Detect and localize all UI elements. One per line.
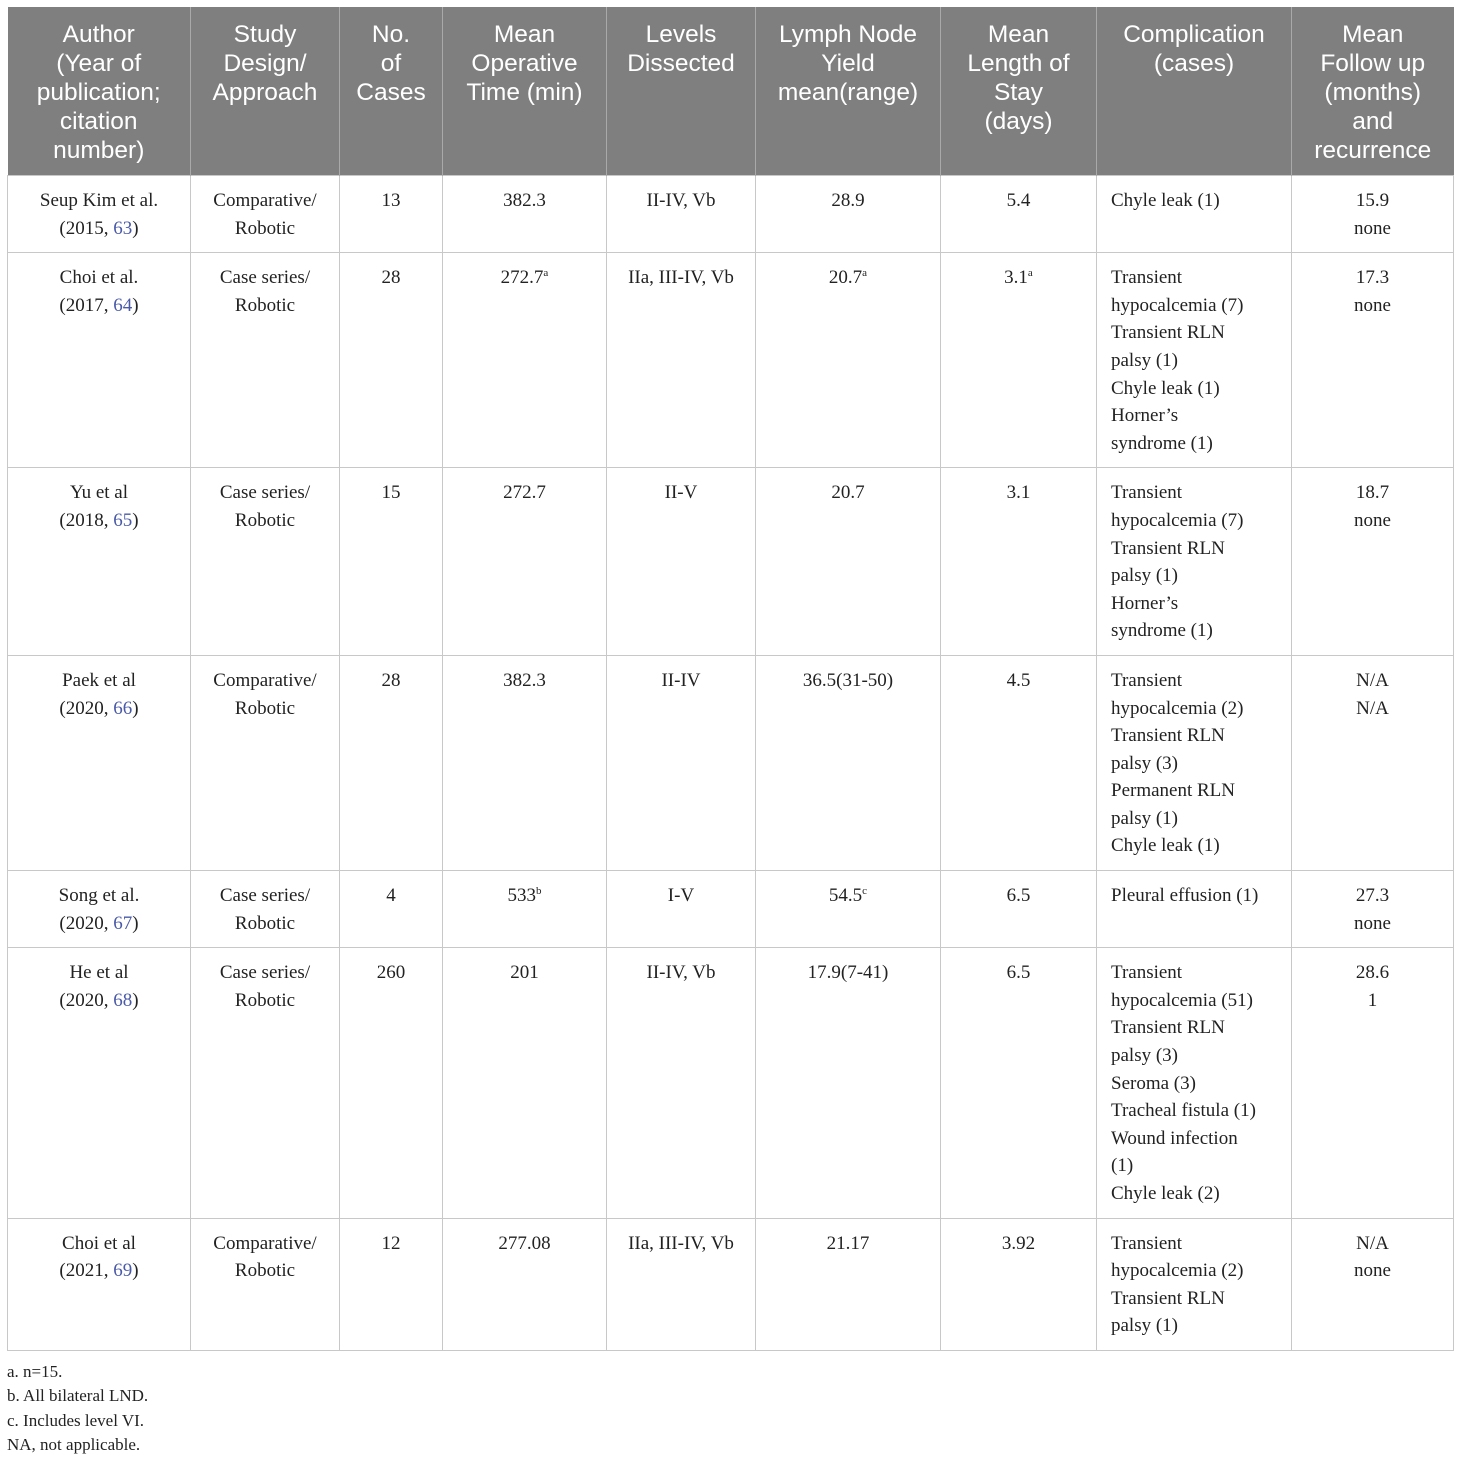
length-of-stay-value: 4.5 [1006, 669, 1031, 691]
levels-cell: II-IV, Vb [607, 176, 756, 253]
operative-time-value: 272.7 [503, 482, 546, 504]
author-cell [8, 948, 191, 1218]
length-of-stay-value: 6.5 [1006, 962, 1031, 984]
author-name: Paek et al [62, 669, 136, 691]
follow-up-cell [1292, 253, 1454, 468]
header-line: Stay [993, 79, 1044, 106]
complication-cell [1097, 948, 1292, 1218]
lymph-yield-value: 21.17 [826, 1232, 870, 1254]
lymph-yield-cell [756, 468, 941, 656]
complication-line: (1) [1111, 1155, 1134, 1177]
complication-line: syndrome (1) [1111, 620, 1213, 642]
complication-line: Transient [1111, 1232, 1183, 1254]
cases-cell: 28 [340, 655, 443, 870]
design-line: Case series/ [219, 267, 311, 289]
author-year: (2020, 67) [59, 912, 139, 934]
header-line: Follow up [1320, 50, 1426, 77]
design-line: Robotic [234, 1260, 296, 1282]
length-of-stay-value: 5.4 [1006, 190, 1031, 211]
design-line: Robotic [234, 989, 296, 1011]
design-cell [191, 871, 340, 948]
complication-line: Permanent RLN [1111, 780, 1236, 802]
operative-time-cell [443, 253, 607, 468]
table-row [8, 948, 1454, 1218]
operative-time-value: 382.3 [503, 669, 546, 691]
design-line: Robotic [234, 294, 296, 316]
complication-cell [1097, 253, 1292, 468]
complication-line: Seroma (3) [1111, 1072, 1196, 1094]
citation-link[interactable]: 66 [113, 697, 133, 719]
design-line: Robotic [234, 912, 296, 934]
author-year: (2018, 65) [59, 509, 139, 531]
header-line: Complication [1123, 21, 1265, 48]
follow-up-cell [1292, 948, 1454, 1218]
operative-time-value: 533 [507, 885, 536, 907]
follow-up-line: N/A [1356, 669, 1389, 691]
cases-cell: 4 [340, 871, 443, 948]
footnote-marker: a [1027, 267, 1033, 280]
lymph-yield-cell [756, 253, 941, 468]
follow-up-cell [1292, 468, 1454, 656]
citation-link[interactable]: 67 [113, 912, 133, 934]
footnote: b. All bilateral LND. [7, 1386, 149, 1406]
header-line: Lymph Node [778, 21, 917, 48]
operative-time-value: 201 [510, 962, 539, 984]
table-row [8, 871, 1454, 948]
cases-cell: 12 [340, 1218, 443, 1350]
header-line: Approach [212, 79, 318, 106]
author-cell [8, 176, 191, 253]
design-cell [191, 948, 340, 1218]
citation-link[interactable]: 63 [113, 217, 133, 239]
design-line: Comparative/ [213, 669, 317, 691]
design-line: Robotic [234, 697, 296, 719]
column-header-lymph-yield [756, 7, 941, 176]
operative-time-cell [443, 871, 607, 948]
lymph-yield-cell [756, 655, 941, 870]
complication-line: palsy (3) [1111, 1045, 1179, 1067]
complication-line: palsy (3) [1111, 752, 1179, 774]
complication-line: hypocalcemia (2) [1111, 697, 1244, 719]
follow-up-cell [1292, 1218, 1454, 1350]
levels-cell: IIa, III-IV, Vb [607, 253, 756, 468]
operative-time-value: 277.08 [498, 1232, 551, 1254]
header-line: Levels [645, 21, 717, 48]
author-cell [8, 871, 191, 948]
header-line: Time (min) [466, 79, 583, 106]
design-cell [191, 176, 340, 253]
header-line: (cases) [1153, 50, 1235, 77]
header-line: and [1352, 108, 1394, 135]
table-row [8, 655, 1454, 870]
header-line: publication; [36, 79, 161, 106]
author-name: Song et al. [58, 885, 140, 907]
complication-cell [1097, 1218, 1292, 1350]
operative-time-value: 382.3 [503, 190, 546, 211]
follow-up-line: 28.6 [1355, 962, 1390, 984]
header-line: mean(range) [777, 79, 919, 106]
header-line: Operative [471, 50, 578, 77]
complication-line: Pleural effusion (1) [1111, 885, 1259, 907]
follow-up-line: none [1354, 217, 1391, 239]
table-row [8, 1218, 1454, 1350]
citation-link[interactable]: 69 [113, 1260, 133, 1282]
header-line: (days) [984, 108, 1053, 135]
design-cell [191, 468, 340, 656]
author-name: Seup Kim et al. [39, 190, 159, 211]
complication-line: palsy (1) [1111, 565, 1179, 587]
footnotes [7, 1360, 1453, 1458]
complication-cell [1097, 468, 1292, 656]
footnote-marker: b [536, 885, 542, 898]
author-name: Choi et al [62, 1232, 136, 1254]
citation-link[interactable]: 65 [113, 509, 133, 531]
complication-line: Transient [1111, 267, 1183, 289]
header-line: Dissected [627, 50, 735, 77]
column-header-cases [340, 7, 443, 176]
operative-time-cell [443, 176, 607, 253]
header-line: (months) [1324, 79, 1422, 106]
length-of-stay-cell [941, 1218, 1097, 1350]
author-year: (2021, 69) [59, 1260, 139, 1282]
studies-table [7, 7, 1454, 1351]
author-name: Yu et al [69, 482, 129, 504]
footnote-marker: a [862, 267, 868, 280]
column-header-operative-time [443, 7, 607, 176]
footnote: c. Includes level VI. [7, 1410, 145, 1430]
author-year: (2015, 63) [59, 217, 139, 239]
design-cell [191, 1218, 340, 1350]
lymph-yield-value: 20.7 [828, 267, 863, 289]
follow-up-line: none [1354, 1260, 1391, 1282]
header-line: Study [233, 21, 297, 48]
follow-up-cell [1292, 871, 1454, 948]
complication-cell [1097, 871, 1292, 948]
complication-line: Transient RLN [1111, 1017, 1225, 1039]
author-cell [8, 1218, 191, 1350]
complication-line: hypocalcemia (2) [1111, 1260, 1244, 1282]
follow-up-line: 27.3 [1355, 885, 1390, 907]
operative-time-cell [443, 468, 607, 656]
follow-up-line: 1 [1367, 989, 1378, 1011]
complication-cell [1097, 176, 1292, 253]
author-cell [8, 253, 191, 468]
complication-line: palsy (1) [1111, 807, 1179, 829]
design-line: Case series/ [219, 885, 311, 907]
author-year: (2020, 66) [59, 697, 139, 719]
lymph-yield-value: 20.7 [831, 482, 865, 504]
complication-line: Horner’s [1111, 592, 1179, 614]
design-line: Robotic [234, 509, 296, 531]
lymph-yield-value: 36.5(31-50) [802, 669, 894, 691]
levels-cell: II-V [607, 468, 756, 656]
footnote-marker: c [862, 885, 868, 898]
design-line: Comparative/ [213, 190, 317, 211]
complication-line: palsy (1) [1111, 349, 1179, 371]
operative-time-value: 272.7 [500, 267, 544, 289]
column-header-author [8, 7, 191, 176]
operative-time-cell [443, 655, 607, 870]
design-cell [191, 253, 340, 468]
design-line: Case series/ [219, 962, 311, 984]
follow-up-line: N/A [1356, 697, 1389, 719]
author-year: (2020, 68) [59, 989, 139, 1011]
complication-line: Chyle leak (1) [1111, 190, 1220, 211]
column-header-follow-up [1292, 7, 1454, 176]
complication-line: Transient [1111, 669, 1183, 691]
table-figure [7, 7, 1453, 1458]
header-line: (Year of [56, 50, 142, 77]
table-row [8, 176, 1454, 253]
column-header-complication [1097, 7, 1292, 176]
complication-line: Tracheal fistula (1) [1111, 1100, 1256, 1122]
header-line: Length of [967, 50, 1070, 77]
header-line: recurrence [1314, 137, 1432, 164]
length-of-stay-cell [941, 948, 1097, 1218]
header-line: Yield [821, 50, 875, 77]
header-line: of [380, 50, 402, 77]
follow-up-line: none [1354, 912, 1391, 934]
table-body [8, 176, 1454, 1351]
follow-up-line: none [1354, 294, 1391, 316]
author-name: He et al [69, 962, 129, 984]
citation-link[interactable]: 64 [113, 294, 133, 316]
complication-line: Transient RLN [1111, 322, 1225, 344]
lymph-yield-value: 28.9 [831, 190, 865, 211]
author-name: Choi et al. [59, 267, 139, 289]
length-of-stay-cell [941, 253, 1097, 468]
length-of-stay-value: 3.92 [1001, 1232, 1036, 1254]
lymph-yield-cell [756, 1218, 941, 1350]
complication-line: syndrome (1) [1111, 432, 1213, 454]
complication-line: hypocalcemia (7) [1111, 509, 1244, 531]
author-year: (2017, 64) [59, 294, 139, 316]
header-line: Design/ [223, 50, 307, 77]
footnote: a. n=15. [7, 1361, 63, 1381]
complication-line: Transient RLN [1111, 537, 1225, 559]
length-of-stay-cell [941, 655, 1097, 870]
complication-line: hypocalcemia (51) [1111, 989, 1253, 1011]
complication-line: Horner’s [1111, 405, 1179, 427]
follow-up-line: 17.3 [1355, 267, 1390, 289]
length-of-stay-value: 6.5 [1006, 885, 1031, 907]
header-line: Author [62, 21, 135, 48]
table-row [8, 468, 1454, 656]
follow-up-line: 18.7 [1355, 482, 1390, 504]
length-of-stay-cell [941, 468, 1097, 656]
lymph-yield-cell [756, 176, 941, 253]
complication-line: Transient [1111, 962, 1183, 984]
header-line: number) [53, 137, 145, 164]
complication-line: Wound infection [1111, 1127, 1238, 1149]
cases-cell: 28 [340, 253, 443, 468]
column-header-levels [607, 7, 756, 176]
levels-cell: II-IV [607, 655, 756, 870]
header-line: Cases [356, 79, 426, 106]
design-line: Robotic [234, 217, 296, 239]
operative-time-cell [443, 1218, 607, 1350]
follow-up-cell [1292, 176, 1454, 253]
levels-cell: II-IV, Vb [607, 948, 756, 1218]
follow-up-line: none [1354, 509, 1391, 531]
complication-cell [1097, 655, 1292, 870]
lymph-yield-value: 54.5 [828, 885, 863, 907]
table-row [8, 253, 1454, 468]
complication-line: Transient RLN [1111, 725, 1225, 747]
lymph-yield-cell [756, 948, 941, 1218]
cases-cell: 260 [340, 948, 443, 1218]
complication-line: Chyle leak (1) [1111, 835, 1220, 857]
complication-line: hypocalcemia (7) [1111, 294, 1244, 316]
levels-cell: I-V [607, 871, 756, 948]
author-cell [8, 468, 191, 656]
length-of-stay-cell [941, 871, 1097, 948]
length-of-stay-value: 3.1 [1006, 482, 1031, 504]
follow-up-cell [1292, 655, 1454, 870]
follow-up-line: N/A [1356, 1232, 1389, 1254]
complication-line: Transient RLN [1111, 1287, 1225, 1309]
author-cell [8, 655, 191, 870]
header-line: Mean [987, 21, 1050, 48]
design-line: Comparative/ [213, 1232, 317, 1254]
header-line: citation [59, 108, 138, 135]
lymph-yield-cell [756, 871, 941, 948]
column-header-study-design [191, 7, 340, 176]
footnote-marker: a [543, 267, 549, 280]
complication-line: palsy (1) [1111, 1315, 1179, 1337]
complication-line: Chyle leak (1) [1111, 377, 1220, 399]
design-cell [191, 655, 340, 870]
header-line: Mean [493, 21, 556, 48]
length-of-stay-cell [941, 176, 1097, 253]
levels-cell: IIa, III-IV, Vb [607, 1218, 756, 1350]
complication-line: Chyle leak (2) [1111, 1183, 1220, 1204]
footnote: NA, not applicable. [7, 1435, 141, 1455]
header-row [8, 7, 1454, 176]
cases-cell: 13 [340, 176, 443, 253]
lymph-yield-value: 17.9(7-41) [807, 962, 889, 984]
length-of-stay-value: 3.1 [1004, 267, 1028, 289]
cases-cell: 15 [340, 468, 443, 656]
header-line: No. [371, 21, 411, 48]
operative-time-cell [443, 948, 607, 1218]
design-line: Case series/ [219, 482, 311, 504]
citation-link[interactable]: 68 [113, 989, 133, 1011]
complication-line: Transient [1111, 482, 1183, 504]
column-header-length-of-stay [941, 7, 1097, 176]
header-line: Mean [1342, 21, 1404, 48]
follow-up-line: 15.9 [1355, 190, 1390, 211]
